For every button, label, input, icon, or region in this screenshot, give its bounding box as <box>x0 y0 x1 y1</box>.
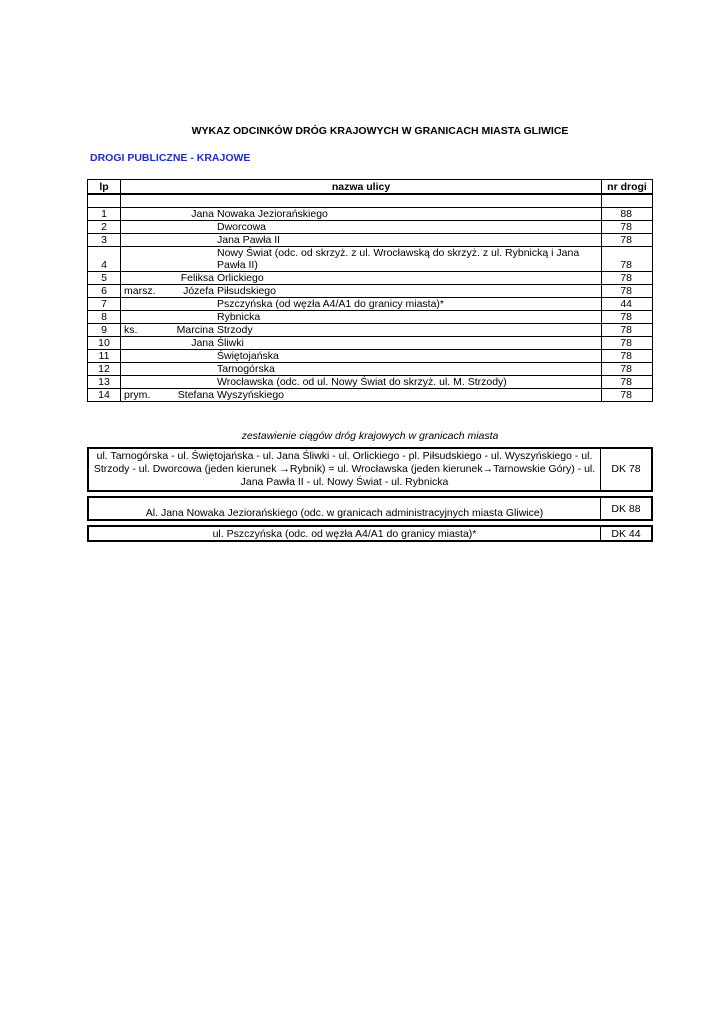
row-title-prefix <box>123 363 154 375</box>
row-street-cell <box>121 285 602 298</box>
row-road-number: 78 <box>602 285 653 298</box>
summary-description: ul. Tarnogórska - ul. Świętojańska - ul. Jana Śliwki - ul. Orlickiego - pl. Piłsudskiego - ul. Wyszyńskiego - ul. Strzody - ul. Dworcowa (jeden kierunek →Rybnik) = ul. Wrocławska (jeden kierunek→Tarnowskie Góry) - ul. Jana Pawła II - ul. Nowy Świat - ul. Rybnicka <box>89 449 601 490</box>
summary-road-code: DK 78 <box>611 463 641 475</box>
summary-description: Al. Jana Nowaka Jeziorańskiego (odc. w granicach administracyjnych miasta Gliwice) <box>89 498 601 519</box>
row-lp: 11 <box>88 350 121 363</box>
row-lp: 9 <box>88 324 121 337</box>
table-row <box>88 324 653 337</box>
table-row <box>88 350 653 363</box>
row-lp: 14 <box>88 389 121 402</box>
row-street: Śliwki <box>217 337 244 349</box>
row-title-prefix: ks. <box>124 324 138 336</box>
row-street: Pszczyńska (od węzła A4/A1 do granicy miasta)* <box>217 298 445 310</box>
summary-road-code: DK 44 <box>611 528 641 540</box>
row-street-cell <box>121 324 602 337</box>
row-street-cell <box>121 208 602 221</box>
row-title-prefix <box>123 311 154 323</box>
row-street: Nowy Świat (odc. od skrzyż. z ul. Wrocławską do skrzyż. z ul. Rybnicką i Jana Pawła II) <box>217 247 580 271</box>
row-road-number: 78 <box>602 272 653 285</box>
row-street: Świętojańska <box>217 350 279 362</box>
row-lp: 1 <box>88 208 121 221</box>
row-lp: 10 <box>88 337 121 350</box>
row-first-name: Marcina <box>176 324 214 336</box>
row-first-name <box>154 298 217 310</box>
row-title-prefix <box>123 376 154 388</box>
table-row <box>88 247 653 272</box>
row-street: Orlickiego <box>217 272 264 284</box>
table-row <box>88 337 653 350</box>
row-title-prefix <box>123 247 154 271</box>
row-lp: 2 <box>88 221 121 234</box>
row-first-name <box>154 350 217 362</box>
row-road-number: 88 <box>602 208 653 221</box>
summary-item-dk44 <box>87 525 653 542</box>
row-road-number: 44 <box>602 298 653 311</box>
row-street-cell <box>121 221 602 234</box>
row-title-prefix <box>123 234 154 246</box>
row-street: Rybnicka <box>217 311 261 323</box>
row-street-cell <box>121 389 602 402</box>
row-lp: 5 <box>88 272 121 285</box>
spacer-row <box>88 194 653 208</box>
row-road-number: 78 <box>602 350 653 363</box>
document-title: WYKAZ ODCINKÓW DRÓG KRAJOWYCH W GRANICACH MIASTA GLIWICE <box>191 125 569 137</box>
header-road-number: nr drogi <box>602 180 653 195</box>
row-title-prefix <box>123 272 154 284</box>
row-road-number: 78 <box>602 376 653 389</box>
header-lp: lp <box>88 180 121 195</box>
row-first-name <box>154 376 217 388</box>
summary-caption: zestawienie ciągów dróg krajowych w granicach miasta <box>241 430 499 442</box>
row-road-number: 78 <box>602 247 653 272</box>
row-road-number: 78 <box>602 324 653 337</box>
table-row <box>88 234 653 247</box>
row-first-name <box>154 311 217 323</box>
row-road-number: 78 <box>602 311 653 324</box>
row-street: Jana Pawła II <box>217 234 281 246</box>
row-street-cell <box>121 363 602 376</box>
row-street: Strzody <box>217 324 253 336</box>
row-street: Wyszyńskiego <box>217 389 285 401</box>
row-street: Piłsudskiego <box>217 285 276 297</box>
roads-table <box>87 179 653 402</box>
row-lp: 4 <box>88 247 121 272</box>
row-street: Dworcowa <box>217 221 267 233</box>
row-title-prefix: prym. <box>124 389 151 401</box>
row-road-number: 78 <box>602 337 653 350</box>
table-row <box>88 208 653 221</box>
row-first-name: Józefa <box>183 285 214 297</box>
row-street: Wrocławska (odc. od ul. Nowy Świat do skrzyż. ul. M. Strzody) <box>217 376 507 388</box>
row-first-name <box>154 363 217 375</box>
row-street: Tarnogórska <box>217 363 275 375</box>
row-lp: 8 <box>88 311 121 324</box>
table-row <box>88 389 653 402</box>
table-row <box>88 298 653 311</box>
row-road-number: 78 <box>602 363 653 376</box>
row-street-cell <box>121 298 602 311</box>
row-title-prefix <box>123 337 154 349</box>
row-lp: 7 <box>88 298 121 311</box>
row-lp: 13 <box>88 376 121 389</box>
summary-road-code: DK 88 <box>611 503 641 515</box>
row-street-cell <box>121 247 602 272</box>
row-road-number: 78 <box>602 221 653 234</box>
row-road-number: 78 <box>602 389 653 402</box>
row-first-name: Jana <box>191 208 214 220</box>
row-street: Nowaka Jeziorańskiego <box>217 208 328 220</box>
row-lp: 3 <box>88 234 121 247</box>
row-first-name <box>154 234 217 246</box>
table-row <box>88 363 653 376</box>
row-street-cell <box>121 376 602 389</box>
header-street-name: nazwa ulicy <box>121 180 602 195</box>
table-row <box>88 221 653 234</box>
row-first-name: Feliksa <box>180 272 214 284</box>
row-lp: 12 <box>88 363 121 376</box>
table-row <box>88 285 653 298</box>
row-first-name: Stefana <box>177 389 214 401</box>
row-first-name <box>154 247 217 271</box>
row-street-cell <box>121 234 602 247</box>
row-street-cell <box>121 272 602 285</box>
row-lp: 6 <box>88 285 121 298</box>
summary-item-dk78 <box>87 447 653 492</box>
row-title-prefix <box>123 350 154 362</box>
section-subtitle: DROGI PUBLICZNE - KRAJOWE <box>90 152 251 164</box>
row-street-cell <box>121 350 602 363</box>
row-title-prefix: marsz. <box>124 285 156 297</box>
row-title-prefix <box>123 221 154 233</box>
row-road-number: 78 <box>602 234 653 247</box>
summary-description: ul. Pszczyńska (odc. od węzła A4/A1 do granicy miasta)* <box>89 527 601 540</box>
row-title-prefix <box>123 298 154 310</box>
row-title-prefix <box>123 208 154 220</box>
table-row <box>88 311 653 324</box>
row-street-cell <box>121 337 602 350</box>
table-header-row <box>88 180 653 195</box>
table-row <box>88 376 653 389</box>
row-first-name: Jana <box>191 337 214 349</box>
table-row <box>88 272 653 285</box>
row-street-cell <box>121 311 602 324</box>
summary-item-dk88 <box>87 496 653 521</box>
row-first-name <box>154 221 217 233</box>
